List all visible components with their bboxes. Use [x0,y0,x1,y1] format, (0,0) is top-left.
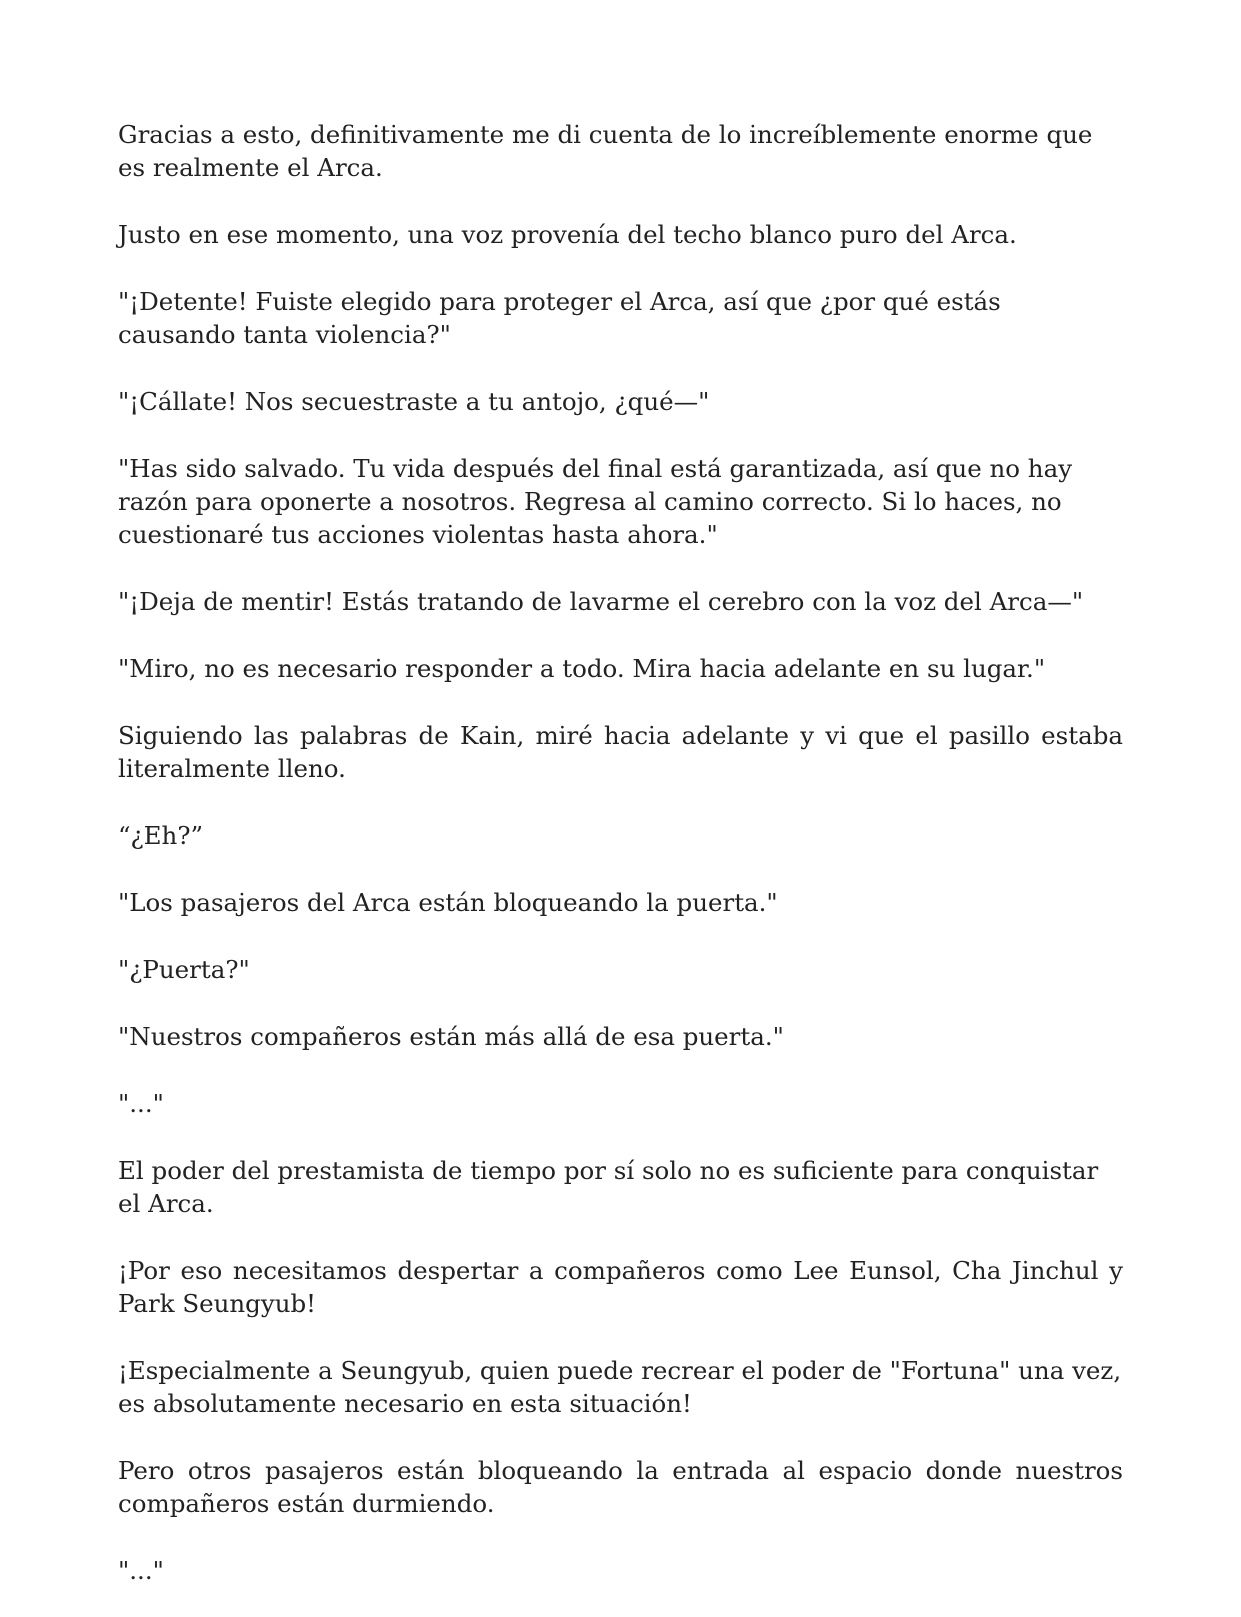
paragraph: "..." [118,1089,164,1118]
paragraph: Siguiendo las palabras de Kain, miré hacia adelante y vi que el pasillo estaba literalmente lleno. [118,721,1123,783]
paragraph: "Los pasajeros del Arca están bloqueando la puerta." [118,888,778,917]
paragraph: "Has sido salvado. Tu vida después del final está garantizada, así que no hay razón para oponerte a nosotros. Regresa al camino correcto. Si lo haces, no cuestionaré tus acciones violentas hasta ahora." [118,454,1073,549]
document-body [118,118,1123,1617]
paragraph: “¿Eh?” [118,821,203,850]
paragraph: "..." [118,1556,164,1585]
paragraph: Pero otros pasajeros están bloqueando la entrada al espacio donde nuestros compañeros están durmiendo. [118,1456,1123,1518]
paragraph: "¿Puerta?" [118,955,250,984]
paragraph: "Nuestros compañeros están más allá de esa puerta." [118,1022,784,1051]
paragraph: "¡Detente! Fuiste elegido para proteger el Arca, así que ¿por qué estás causando tanta violencia?" [118,287,1001,349]
paragraph: El poder del prestamista de tiempo por sí solo no es suficiente para conquistar el Arca. [118,1156,1099,1218]
paragraph: ¡Por eso necesitamos despertar a compañeros como Lee Eunsol, Cha Jinchul y Park Seungyub! [118,1256,1123,1318]
paragraph: "¡Deja de mentir! Estás tratando de lavarme el cerebro con la voz del Arca—" [118,587,1084,616]
paragraph: ¡Especialmente a Seungyub, quien puede recrear el poder de "Fortuna" una vez, es absolutamente necesario en esta situación! [118,1356,1122,1418]
paragraph: Justo en ese momento, una voz provenía del techo blanco puro del Arca. [118,220,1017,249]
paragraph: "Miro, no es necesario responder a todo. Mira hacia adelante en su lugar." [118,654,1046,683]
paragraph: "¡Cállate! Nos secuestraste a tu antojo, ¿qué—" [118,387,710,416]
paragraph: Gracias a esto, definitivamente me di cuenta de lo increíblemente enorme que es realmente el Arca. [118,120,1093,182]
